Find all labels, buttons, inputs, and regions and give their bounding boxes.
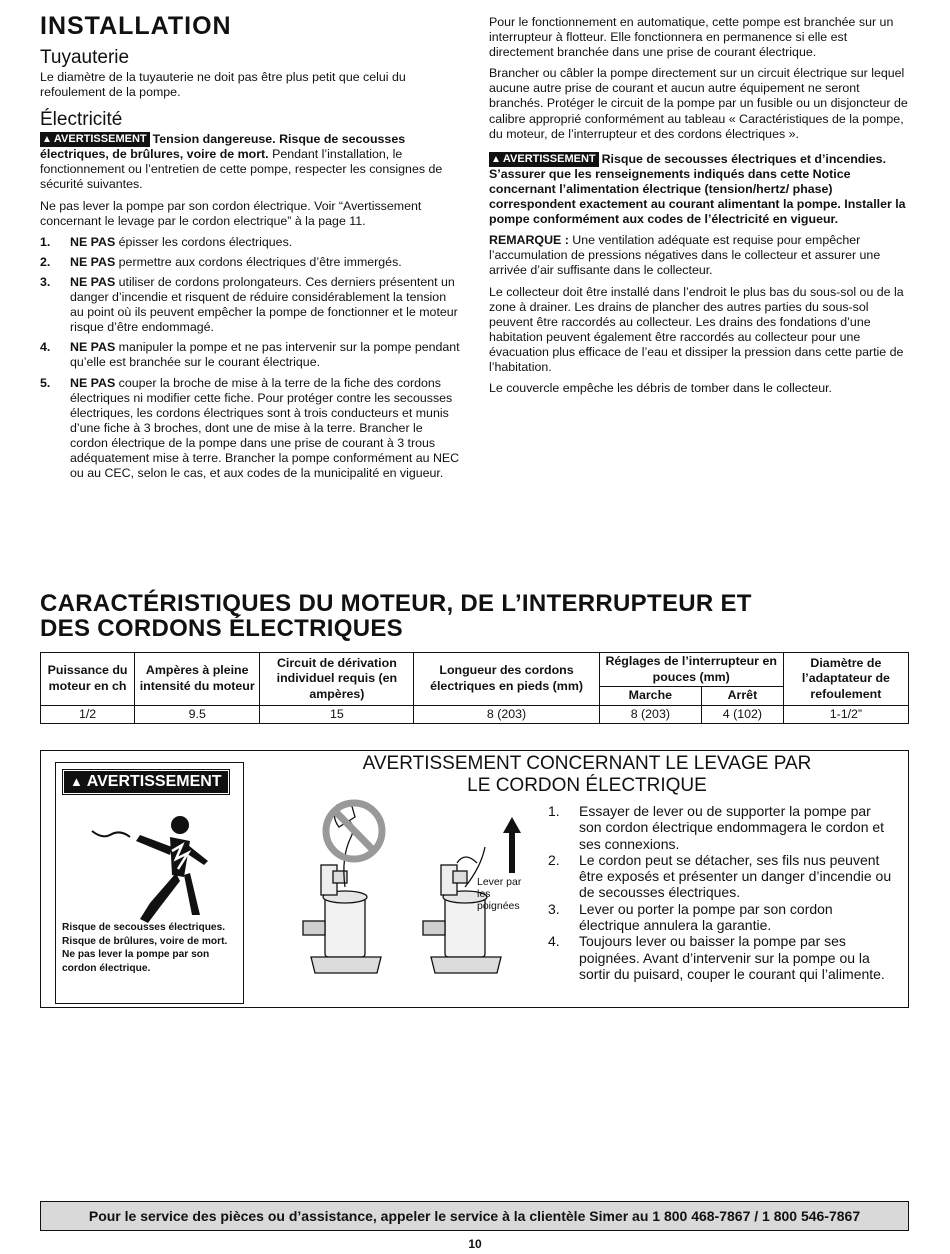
warning-triangle-icon: ▲ xyxy=(491,153,501,165)
cell-off: 4 (102) xyxy=(702,705,784,724)
header-hp: Puissance du moteur en ch xyxy=(41,653,135,706)
hazard-text: Risque de secousses électriques. Risque de brûlures, voire de mort. Ne pas lever la pompe par son cordon électrique. xyxy=(62,922,228,974)
warning-triangle-icon: ▲ xyxy=(70,774,83,789)
cell-cord: 8 (203) xyxy=(414,705,599,724)
warning-bold-text: Tension dangereuse. Risque de secousses électriques, de brûlures, voire de mort. xyxy=(40,132,406,162)
table-row xyxy=(41,705,909,724)
warning-badge: ▲ AVERTISSEMENT xyxy=(489,152,599,167)
list-item: 2. NE PAS permettre aux cordons électriques d’être immergés. xyxy=(40,254,402,269)
right-column xyxy=(489,15,909,402)
cell-hp: 1/2 xyxy=(41,705,135,724)
electric-warning xyxy=(489,152,909,227)
list-item: 4. NE PAS manipuler la pompe et ne pas intervenir sur la pompe pendant qu’elle est branchée sur le courant électrique. xyxy=(40,340,460,370)
lifting-warning-box xyxy=(40,750,909,1008)
header-cord: Longueur des cordons électriques en pieds (mm) xyxy=(414,653,599,706)
specs-title: CARACTÉRISTIQUES DU MOTEUR, DE L’INTERRUPTEUR ET DES CORDONS ÉLECTRIQUES xyxy=(40,590,752,642)
specs-table xyxy=(40,652,909,724)
sump-text: Le collecteur doit être installé dans l’endroit le plus bas du sous-sol ou de la zone à drainer. Les drains de plancher des autres parties du sous-sol peuvent être raccordés au collecteur. Les drains des fondations d’une habitation peuvent également être raccordés au collecteur pour une évacuation plus efficace de l’eau et dissiper la pression dans cette partie de l’habitation. xyxy=(489,284,904,374)
hazard-panel xyxy=(55,762,244,1004)
electricity-title: Électricité xyxy=(40,109,123,131)
list-item: 3. NE PAS utiliser de cordons prolongateurs. Ces derniers présentent un danger d’incendie et risquent de réduire considérablement la tension au point où ils peuvent empêcher la pompe de fonctionner et le moteur risque d’être endommagé. xyxy=(40,274,458,335)
warning-badge: ▲ AVERTISSEMENT xyxy=(40,132,150,147)
lift-caption: Lever par les poignées xyxy=(477,876,522,912)
circuit-text: Brancher ou câbler la pompe directement sur un circuit électrique sur lequel aucune autre prise de courant et aucun autre équipement ne seront branchés. Protéger le circuit de la pompe par un fusible ou un disjoncteur de calibre approprié conformément au tableau « Caractéristiques de la pompe, du moteur, de l’interrupteur et des cordons électriques ». xyxy=(489,66,908,141)
service-footer: Pour le service des pièces ou d’assistance, appeler le service à la clientèle Simer au 1 800 468-7867 / 1 800 546-7867 xyxy=(40,1201,909,1231)
list-item: 5. NE PAS couper la broche de mise à la terre de la fiche des cordons électriques ni modifier cette fiche. Pour protéger contre les secousses électriques, les cordons électriques sont à trois conducteurs et munis d’une fiche à 3 broches, dont une de mise à la terre. Brancher le cordon électrique de la pompe dans une prise de courant à 3 trous adéquatement mise à terre. Brancher la pompe conformément au NEC ou au CEC, selon le cas, et aux codes de la municipalité en vigueur. xyxy=(40,375,460,481)
warning-bold-text: Risque de secousses électriques et d’incendies. S’assurer que les renseignements indiqués dans cette Notice concernant l’alimentation électrique (tension/hertz/ phase) correspondent exactement au courant alimentant la pompe. Installer la pompe conformément aux codes de l’électricité en vigueur. xyxy=(489,151,906,227)
list-item: 4. Toujours lever ou baisser la pompe par ses poignées. Avant d’intervenir sur la pompe ou la sortir du puisard, couper le courant qui l’alimente. xyxy=(548,933,885,982)
cell-adapter: 1-1/2” xyxy=(783,705,908,724)
header-amps: Ampères à pleine intensité du moteur xyxy=(135,653,260,706)
lift-note: Ne pas lever la pompe par son cordon électrique. Voir “Avertissement concernant le levage par le cordon electrique” à la page 11. xyxy=(40,198,422,228)
installation-title: INSTALLATION xyxy=(40,12,232,40)
lifting-list xyxy=(548,803,893,982)
header-circuit: Circuit de dérivation individuel requis (en ampères) xyxy=(260,653,414,706)
warning-triangle-icon: ▲ xyxy=(42,134,52,146)
list-item: 1. Essayer de lever ou de supporter la pompe par son cordon électrique endommagera le cordon et ses connexions. xyxy=(548,803,885,852)
page-number: 10 xyxy=(468,1237,482,1251)
cell-on: 8 (203) xyxy=(599,705,701,724)
auto-operation-text: Pour le fonctionnement en automatique, cette pompe est branchée sur un interrupteur à flotteur. Elle fonctionnera en permanence si elle est directement branchée dans une prise de courant électrique. xyxy=(489,15,894,60)
piping-title: Tuyauterie xyxy=(40,47,130,68)
header-off: Arrêt xyxy=(702,687,784,706)
left-column xyxy=(40,12,460,486)
electricity-warning xyxy=(40,132,460,192)
warning-text: Pendant l’installation, le fonctionnement ou l’entretien de cette pompe, respecter les consignes de sécurité suivantes. xyxy=(40,147,443,192)
cell-circuit: 15 xyxy=(260,705,414,724)
list-item: 3. Lever ou porter la pompe par son cordon électrique annulera la garantie. xyxy=(548,900,833,934)
note: REMARQUE : Une ventilation adéquate est requise pour empêcher l’accumulation de pressions négatives dans le collecteur et assurer une arrivée d’air suffisante dans le collecteur. xyxy=(489,233,881,278)
pump-wrong xyxy=(303,803,381,973)
header-switch: Réglages de l’interrupteur en pouces (mm) xyxy=(599,653,783,687)
header-on: Marche xyxy=(599,687,701,706)
hazard-label: ▲ AVERTISSEMENT xyxy=(62,769,230,795)
cell-amps: 9.5 xyxy=(135,705,260,724)
header-adapter: Diamètre de l’adaptateur de refoulement xyxy=(783,653,908,706)
electric-shock-icon xyxy=(80,815,220,925)
cover-text: Le couvercle empêche les débris de tomber dans le collecteur. xyxy=(489,381,832,396)
safety-list xyxy=(40,235,460,481)
list-item: 2. Le cordon peut se détacher, ses fils nus peuvent être exposés et présenter un danger d’incendie ou de secousses électriques. xyxy=(548,851,892,901)
up-arrow-icon xyxy=(503,817,521,873)
piping-text: Le diamètre de la tuyauterie ne doit pas être plus petit que celui du refoulement de la pompe. xyxy=(40,70,406,100)
lifting-title: AVERTISSEMENT CONCERNANT LE LEVAGE PAR LE CORDON ÉLECTRIQUE xyxy=(362,753,812,796)
list-item: 1. NE PAS épisser les cordons électriques. xyxy=(40,234,293,249)
